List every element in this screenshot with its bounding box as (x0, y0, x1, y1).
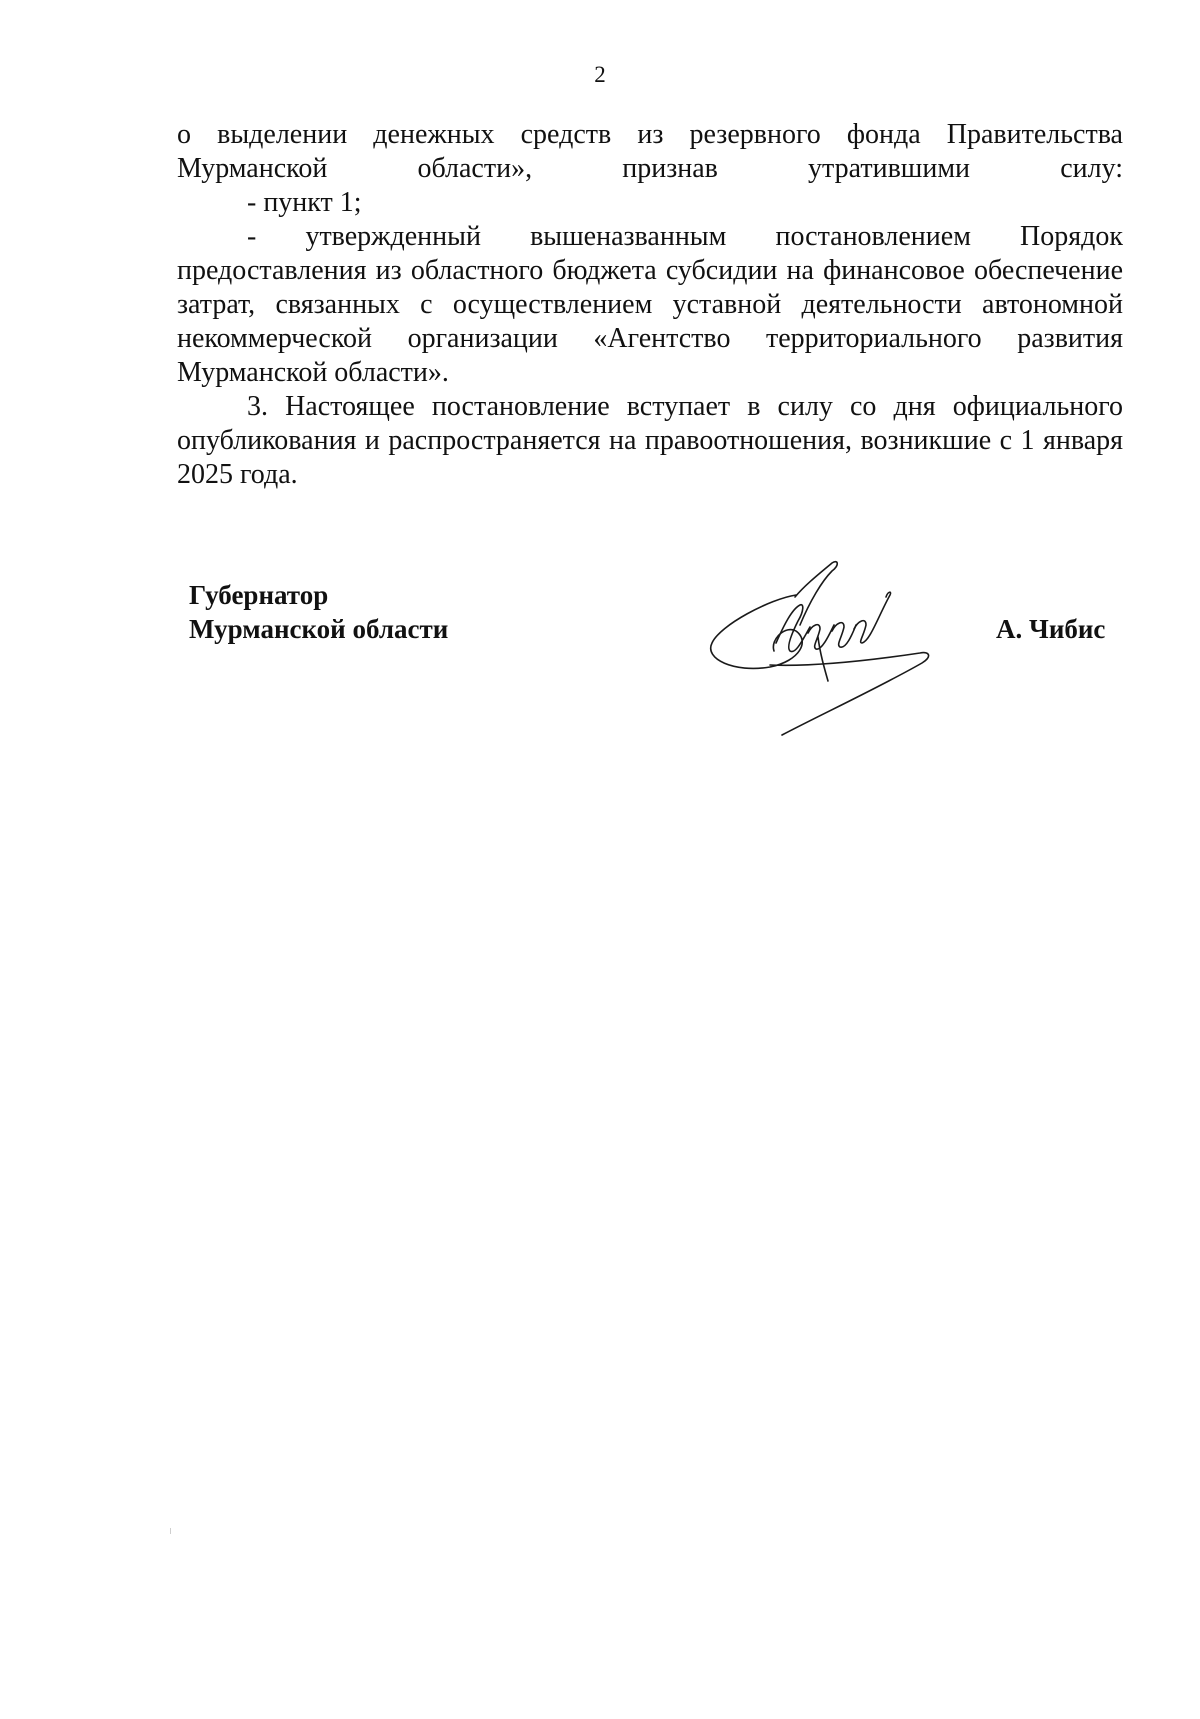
signatory-position-line-1: Губернатор (189, 580, 329, 610)
document-body (177, 118, 1123, 492)
paragraph-effective-date: 3. Настоящее постановление вступает в силу со дня официального опубликования и распространяется на правоотношения, возникшие с 1 января 2025 года. (177, 391, 1123, 490)
handwritten-signature-icon (700, 555, 960, 745)
signatory-position-line-2: Мурманской области (189, 614, 449, 644)
list-item-approved-procedure: - утвержденный вышеназванным постановлением Порядок предоставления из областного бюджета субсидии на финансовое обеспечение затрат, связанных с осуществлением уставной деятельности автономной некоммерческой организации «Агентство территориального развития Мурманской области». (177, 221, 1123, 388)
list-item-point-1: - пункт 1; (247, 187, 362, 218)
page-number: 2 (594, 62, 606, 87)
scan-artifact (170, 1528, 171, 1534)
signatory-position (189, 578, 448, 646)
signatory-name: А. Чибис (996, 614, 1106, 644)
paragraph-continuation: о выделении денежных средств из резервного фонда Правительства Мурманской области», признав утратившими силу: (177, 119, 1123, 184)
